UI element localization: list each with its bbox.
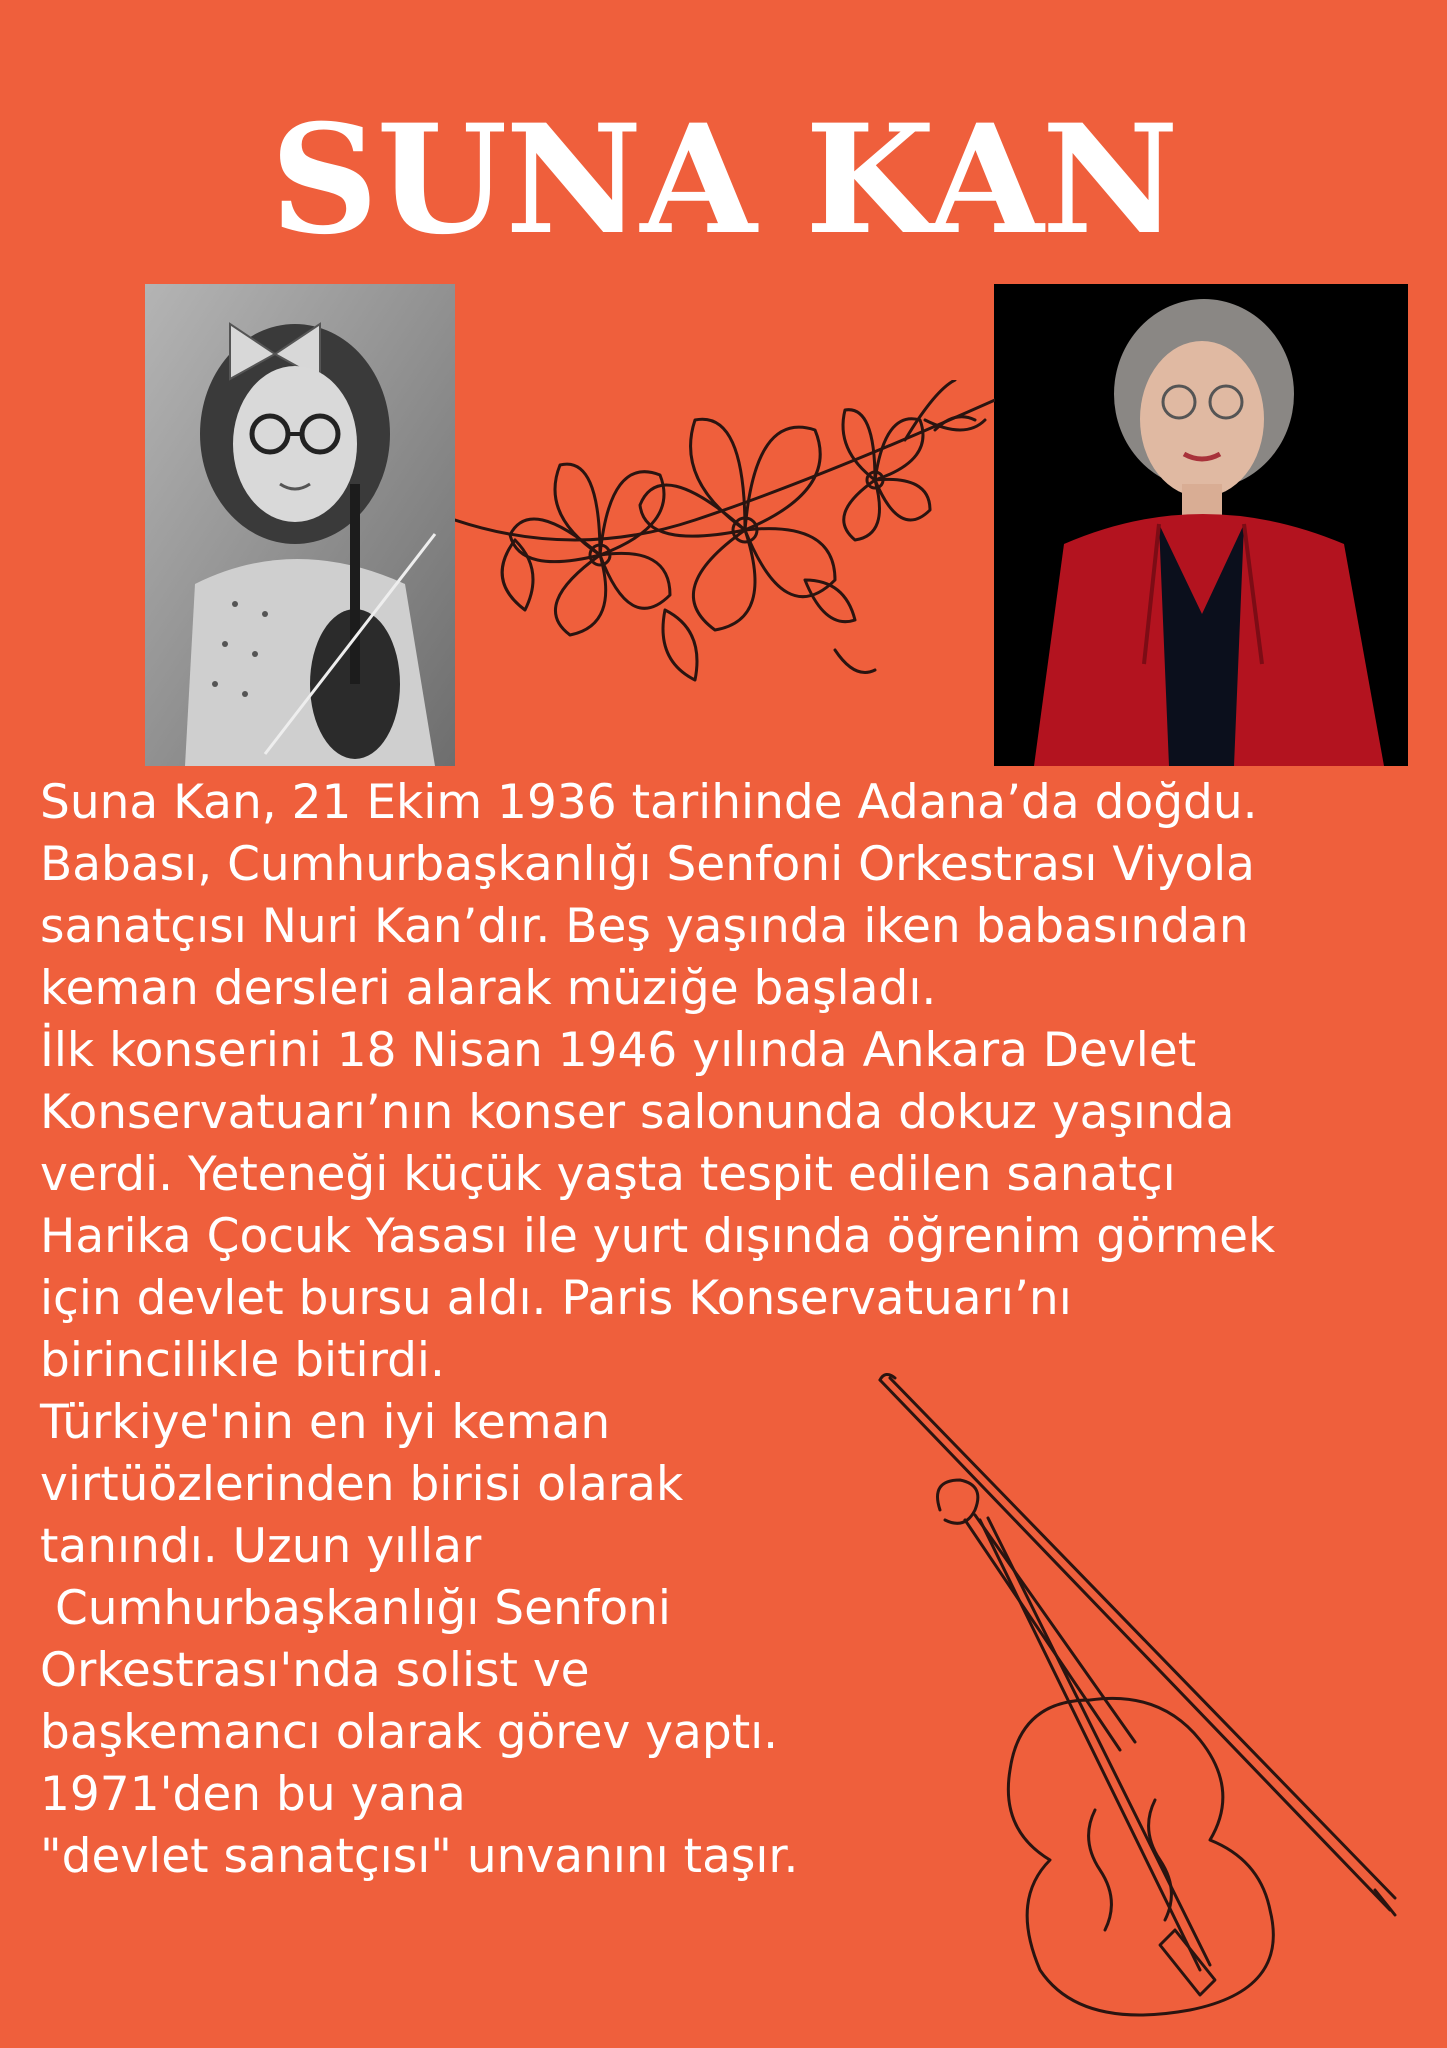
- bio-line: sanatçısı Nuri Kan’dır. Beş yaşında iken babasından: [40, 899, 1249, 954]
- bio-line: virtüözlerinden birisi olarak: [40, 1457, 684, 1512]
- bio-line: "devlet sanatçısı" unvanını taşır.: [40, 1829, 799, 1884]
- biography-text: [40, 772, 1440, 1888]
- floral-line-illustration: [455, 380, 995, 710]
- bio-line: Türkiye'nin en iyi keman: [40, 1395, 611, 1450]
- bio-line: tanındı. Uzun yıllar: [40, 1519, 482, 1574]
- bio-line: Konservatuarı’nın konser salonunda dokuz yaşında: [40, 1085, 1235, 1140]
- page-title: SUNA KAN: [270, 92, 1177, 268]
- bio-line: keman dersleri alarak müziğe başladı.: [40, 961, 937, 1016]
- bio-line: verdi. Yeteneği küçük yaşta tespit edilen sanatçı: [40, 1147, 1176, 1202]
- bio-line: başkemancı olarak görev yaptı.: [40, 1705, 779, 1760]
- bio-line: 1971'den bu yana: [40, 1767, 466, 1822]
- bio-line: Harika Çocuk Yasası ile yurt dışında öğrenim görmek: [40, 1209, 1276, 1264]
- bio-line: Suna Kan, 21 Ekim 1936 tarihinde Adana’da doğdu.: [40, 775, 1258, 830]
- bio-line: Orkestrası'nda solist ve: [40, 1643, 590, 1698]
- young-girl-violin-photo: [145, 284, 455, 766]
- bio-line: Babası, Cumhurbaşkanlığı Senfoni Orkestrası Viyola: [40, 837, 1255, 892]
- bio-line: birincilikle bitirdi.: [40, 1333, 445, 1388]
- bio-line: için devlet bursu aldı. Paris Konservatuarı’nı: [40, 1271, 1072, 1326]
- bio-line: Cumhurbaşkanlığı Senfoni: [40, 1581, 671, 1636]
- bio-line: İlk konserini 18 Nisan 1946 yılında Ankara Devlet: [40, 1023, 1197, 1078]
- older-woman-portrait-photo: [994, 284, 1408, 766]
